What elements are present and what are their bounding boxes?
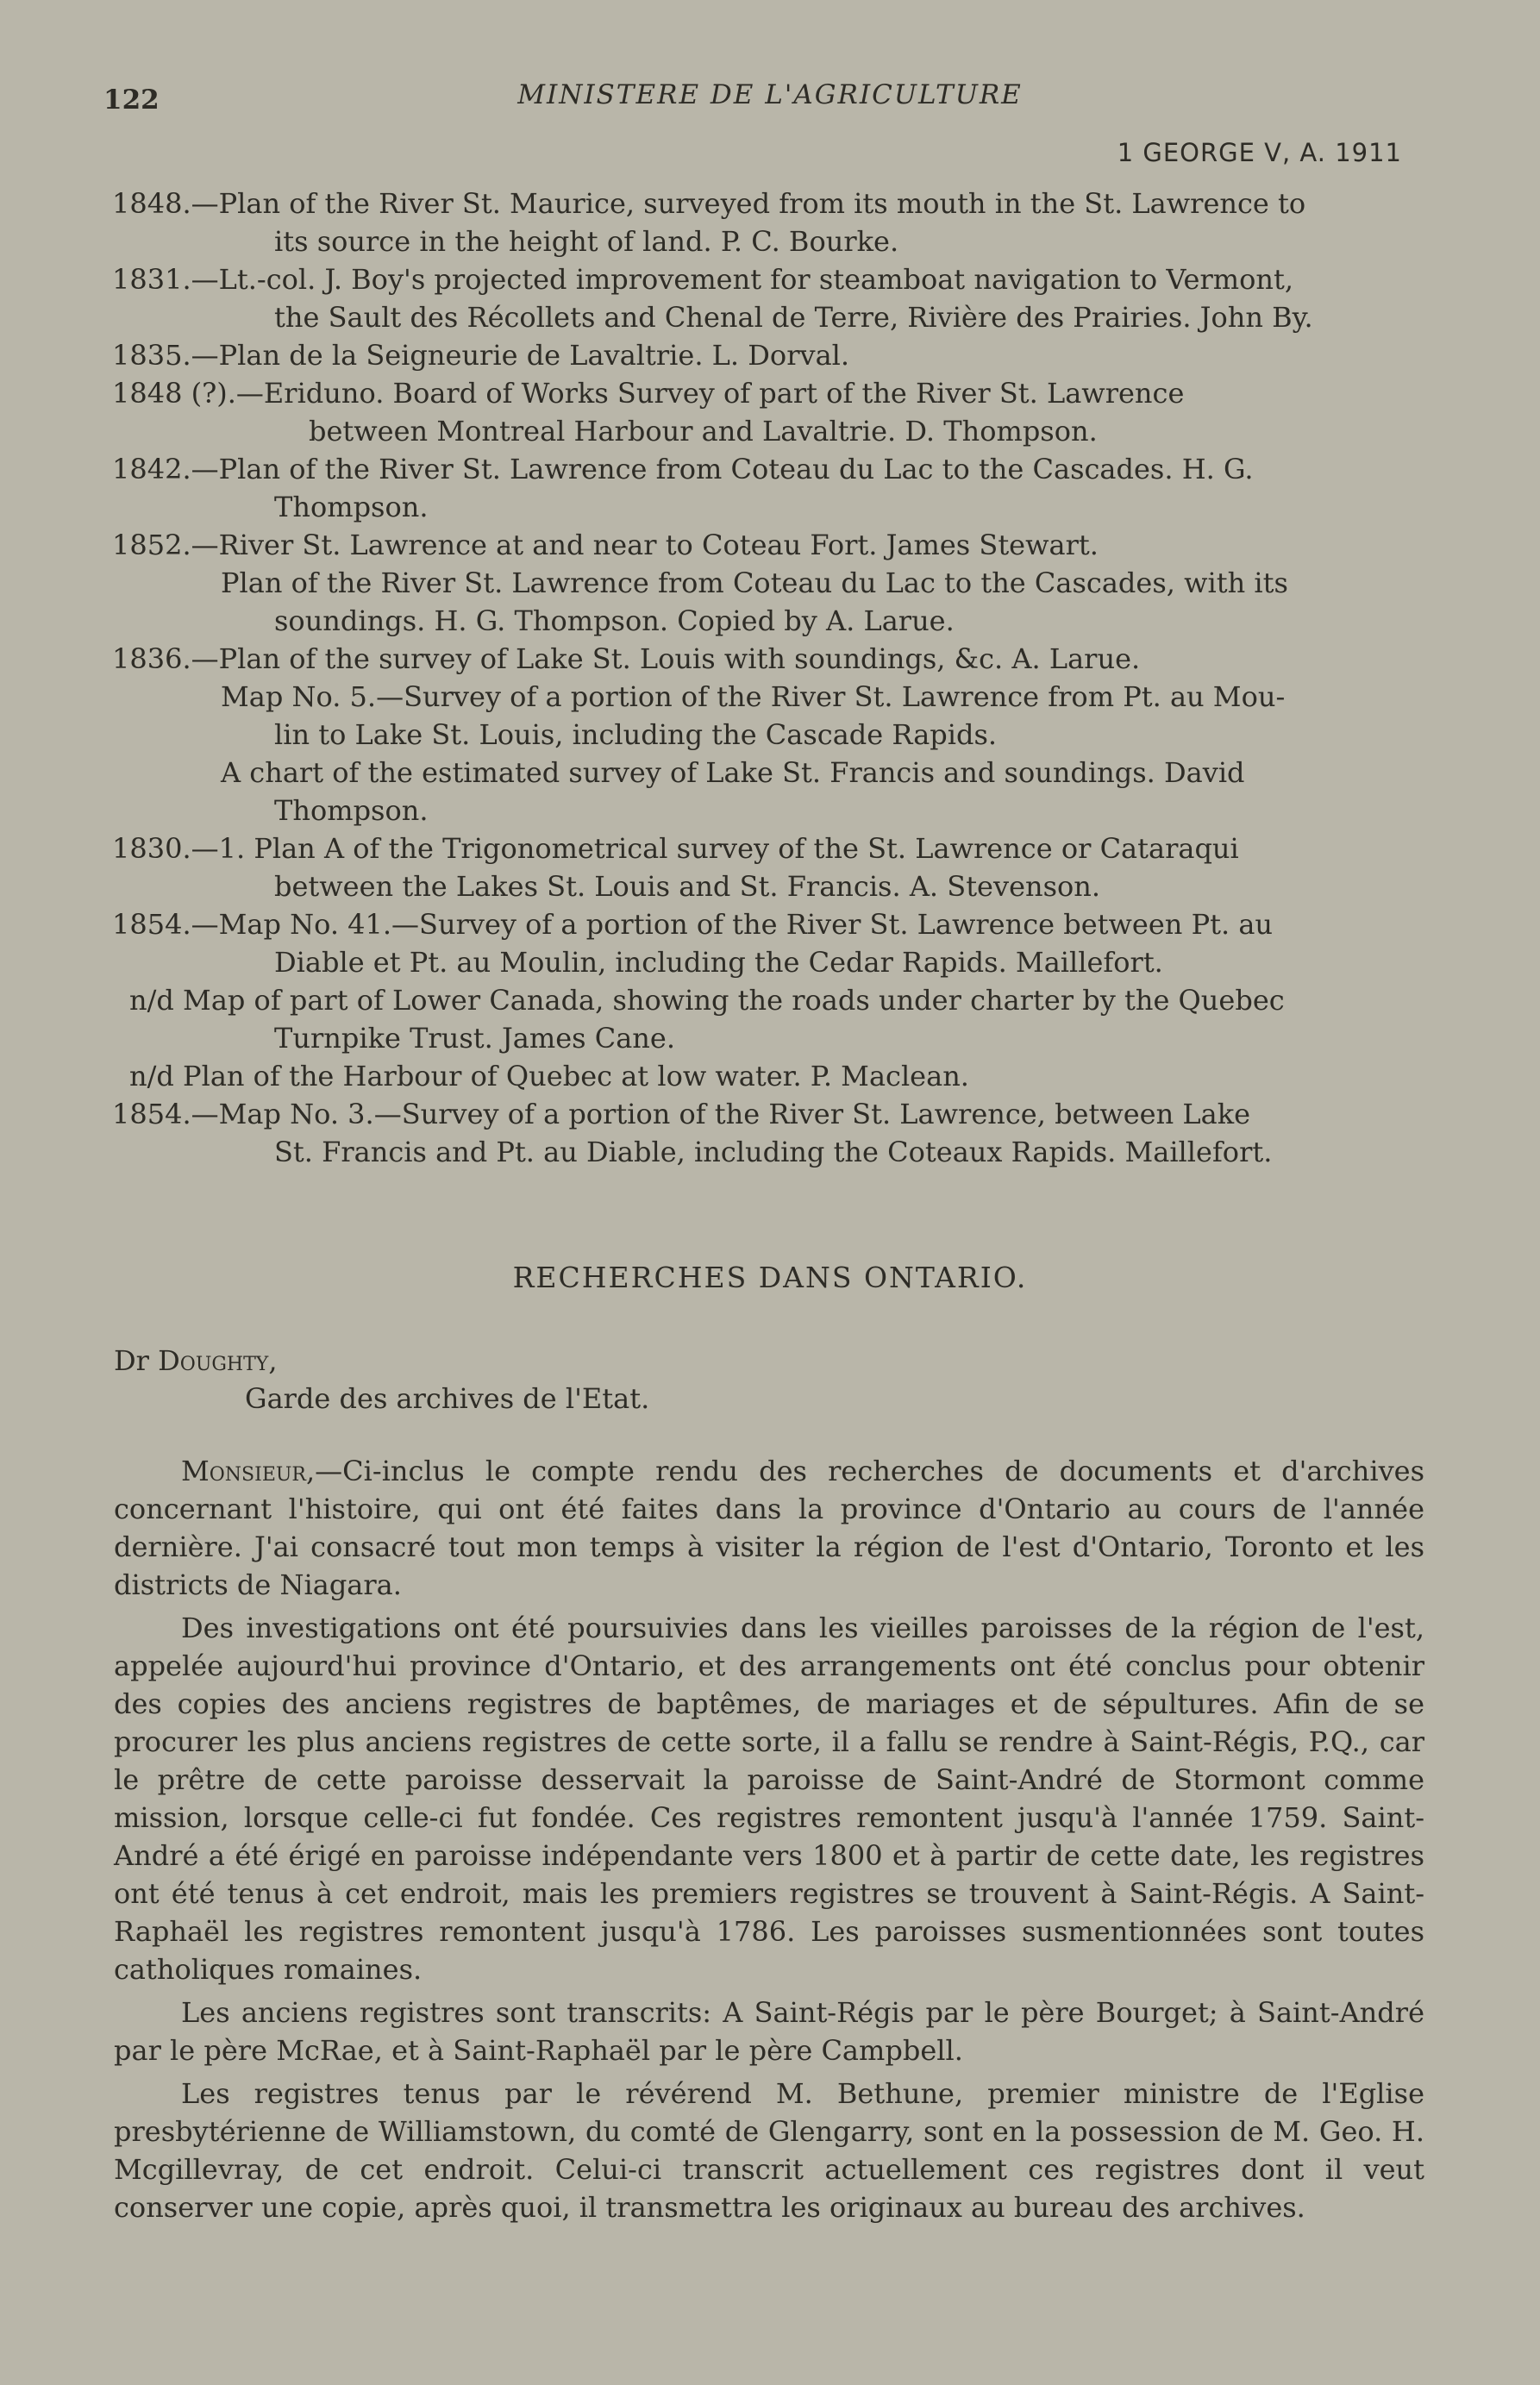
paragraph: Les registres tenus par le révérend M. Bethune, premier ministre de l'Eglise presbytérienne de Williamstown, du comté de Glengarry, sont en la possession de M. Geo. H. Mcgillevray, de cet endroit. Celui-ci transcrit actuellement ces registres dont il veut conserver une copie, après quoi, il transmettra les originaux au bureau des archives. [114,2077,1424,2224]
list-item: 1835.—Plan de la Seigneurie de Lavaltrie. L. Dorval. [112,339,850,372]
running-title: MINISTERE DE L'AGRICULTURE [517,79,1023,110]
list-item: 1848 (?).—Eriduno. Board of Works Survey of part of the River St. Lawrence between Montreal Harbour and Lavaltrie. D. Thompson. [112,377,1185,448]
list-item: 1831.—Lt.-col. J. Boy's projected improvement for steamboat navigation to Vermont, the Sault des Récollets and Chenal de Terre, Rivière des Prairies. John By. [112,263,1313,334]
map-entries-list [112,185,1423,1171]
list-item: A chart of the estimated survey of Lake St. Francis and soundings. David Thompson. [221,756,1245,827]
list-item: n/d Map of part of Lower Canada, showing the roads under charter by the Quebec Turnpike Trust. James Cane. [129,984,1285,1055]
list-item: 1830.—1. Plan A of the Trigonometrical survey of the St. Lawrence or Cataraqui between the Lakes St. Louis and St. Francis. A. Stevenson. [112,832,1239,903]
list-item: n/d Plan of the Harbour of Quebec at low water. P. Maclean. [129,1060,969,1092]
list-item: 1854.—Map No. 41.—Survey of a portion of the River St. Lawrence between Pt. au Diable et Pt. au Moulin, including the Cedar Rapids. Maillefort. [112,908,1273,979]
list-item: 1848.—Plan of the River St. Maurice, surveyed from its mouth in the St. Lawrence to its source in the height of land. P. C. Bourke. [112,187,1306,258]
list-item: Map No. 5.—Survey of a portion of the River St. Lawrence from Pt. au Mou- lin to Lake St. Louis, including the Cascade Rapids. [221,680,1286,751]
addressee-title: Garde des archives de l'Etat. [245,1382,650,1415]
list-item: 1852.—River St. Lawrence at and near to Coteau Fort. James Stewart. [112,529,1099,561]
list-item: Plan of the River St. Lawrence from Coteau du Lac to the Cascades, with its soundings. H. G. Thompson. Copied by A. Larue. [221,567,1288,637]
paragraph: Des investigations ont été poursuivies dans les vieilles paroisses de la région de l'est, appelée aujourd'hui province d'Ontario, et des arrangements ont été conclus pour obtenir des copies des anciens registres de baptêmes, de mariages et de sépultures. Afin de se procurer les plus anciens registres de cette sorte, il a fallu se rendre à Saint-Régis, P.Q., car le prêtre de cette paroisse desservait la paroisse de Saint-André de Stormont comme mission, lorsque celle-ci fut fondée. Ces registres remontent jusqu'à l'année 1759. Saint-André a été érigé en paroisse indépendante vers 1800 et à partir de cette date, les registres ont été tenus à cet endroit, mais les premiers registres se trouvent à Saint-Régis. A Saint-Raphaël les registres remontent jusqu'à 1786. Les paroisses susmentionnées sont toutes catholiques romaines. [114,1612,1424,1986]
list-item: 1842.—Plan of the River St. Lawrence from Coteau du Lac to the Cascades. H. G. Thompson. [112,453,1254,523]
page-number: 122 [103,85,160,116]
section-heading: RECHERCHES DANS ONTARIO. [512,1261,1028,1294]
paragraph: Monsieur,—Ci-inclus le compte rendu des recherches de documents et d'archives concernant l'histoire, qui ont été faites dans la province d'Ontario au cours de l'année dernière. J'ai consacré tout mon temps à visiter la région de l'est d'Ontario, Toronto et les districts de Niagara. [114,1455,1424,1601]
edition-label: 1 GEORGE V, A. 1911 [1117,138,1402,167]
list-item: 1836.—Plan of the survey of Lake St. Louis with soundings, &c. A. Larue. [112,642,1141,675]
list-item: 1854.—Map No. 3.—Survey of a portion of the River St. Lawrence, between Lake St. Francis and Pt. au Diable, including the Coteaux Rapids. Maillefort. [112,1098,1273,1168]
paragraph: Les anciens registres sont transcrits: A Saint-Régis par le père Bourget; à Saint-André par le père McRae, et à Saint-Raphaël par le père Campbell. [114,1996,1424,2067]
letter-body [114,1342,1424,2226]
addressee-name: Dr Doughty, [114,1344,278,1377]
